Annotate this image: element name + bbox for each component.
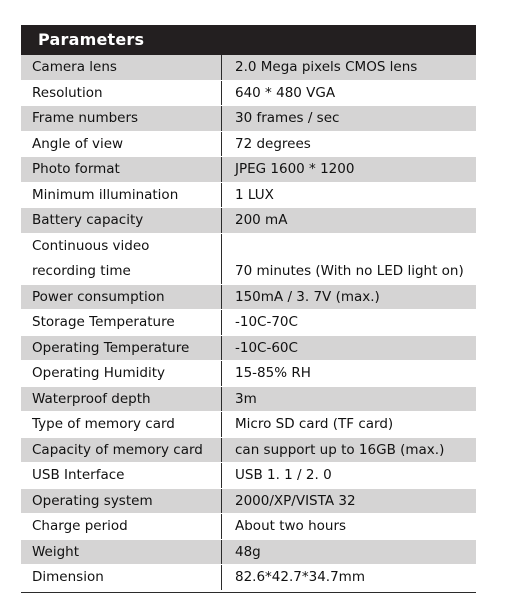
row-value: 640 * 480 VGA <box>221 81 476 106</box>
row-label: Storage Temperature <box>32 314 175 330</box>
row-label-line2: recording time <box>32 262 131 279</box>
table-bottom-rule <box>21 592 476 593</box>
row-label: Photo format <box>32 161 120 177</box>
table-row <box>21 463 476 489</box>
table-row <box>21 183 476 209</box>
row-value: USB 1. 1 / 2. 0 <box>221 463 476 488</box>
row-label <box>21 234 221 284</box>
row-label: Operating system <box>32 492 153 509</box>
row-value: 30 frames / sec <box>221 106 476 131</box>
table-row <box>21 540 476 566</box>
row-label: Minimum illumination <box>32 186 179 203</box>
table-row <box>21 234 476 285</box>
row-value: 72 degrees <box>221 132 476 157</box>
table-row <box>21 132 476 158</box>
table-row <box>21 157 476 183</box>
row-value: 15-85% RH <box>221 361 476 386</box>
row-label: USB Interface <box>32 467 125 483</box>
row-value: 150mA / 3. 7V (max.) <box>221 285 476 310</box>
row-label: Capacity of memory card <box>32 441 203 458</box>
row-label: Camera lens <box>32 59 117 75</box>
row-value: 48g <box>221 540 476 565</box>
table-row <box>21 106 476 132</box>
table-row <box>21 310 476 336</box>
row-value: Micro SD card (TF card) <box>221 412 476 437</box>
row-value: can support up to 16GB (max.) <box>221 438 476 463</box>
row-value: -10C-60C <box>221 336 476 361</box>
table-row <box>21 565 476 591</box>
table-row <box>21 208 476 234</box>
row-value: About two hours <box>221 514 476 539</box>
row-label: Frame numbers <box>32 110 139 126</box>
row-value: -10C-70C <box>221 310 476 335</box>
row-label: Type of memory card <box>32 416 175 432</box>
row-label: Resolution <box>32 84 103 101</box>
row-value: 2000/XP/VISTA 32 <box>221 489 476 514</box>
table-body <box>21 55 476 591</box>
row-label-line1: Continuous video <box>32 237 150 254</box>
table-row <box>21 412 476 438</box>
table-title: Parameters <box>21 25 476 55</box>
table-row <box>21 81 476 107</box>
row-value: JPEG 1600 * 1200 <box>221 157 476 182</box>
row-label: Operating Humidity <box>32 365 165 381</box>
row-value: 2.0 Mega pixels CMOS lens <box>221 55 476 80</box>
row-value: 3m <box>221 387 476 412</box>
row-value <box>221 234 476 284</box>
table-row <box>21 438 476 464</box>
table-row <box>21 336 476 362</box>
table-row <box>21 489 476 515</box>
table-row <box>21 285 476 311</box>
table-row <box>21 387 476 413</box>
row-label: Dimension <box>32 569 104 585</box>
table-row <box>21 55 476 81</box>
row-label: Battery capacity <box>32 212 144 228</box>
row-label: Angle of view <box>32 135 124 152</box>
row-label: Weight <box>32 543 80 560</box>
row-value: 1 LUX <box>221 183 476 208</box>
row-value-text: 70 minutes (With no LED light on) <box>235 262 464 279</box>
table-row <box>21 514 476 540</box>
row-value: 82.6*42.7*34.7mm <box>221 565 476 590</box>
row-label: Waterproof depth <box>32 390 151 407</box>
row-label: Power consumption <box>32 288 165 305</box>
table-row <box>21 361 476 387</box>
row-label: Operating Temperature <box>32 339 190 356</box>
parameters-table <box>21 25 476 591</box>
row-label: Charge period <box>32 518 128 534</box>
row-value: 200 mA <box>221 208 476 233</box>
